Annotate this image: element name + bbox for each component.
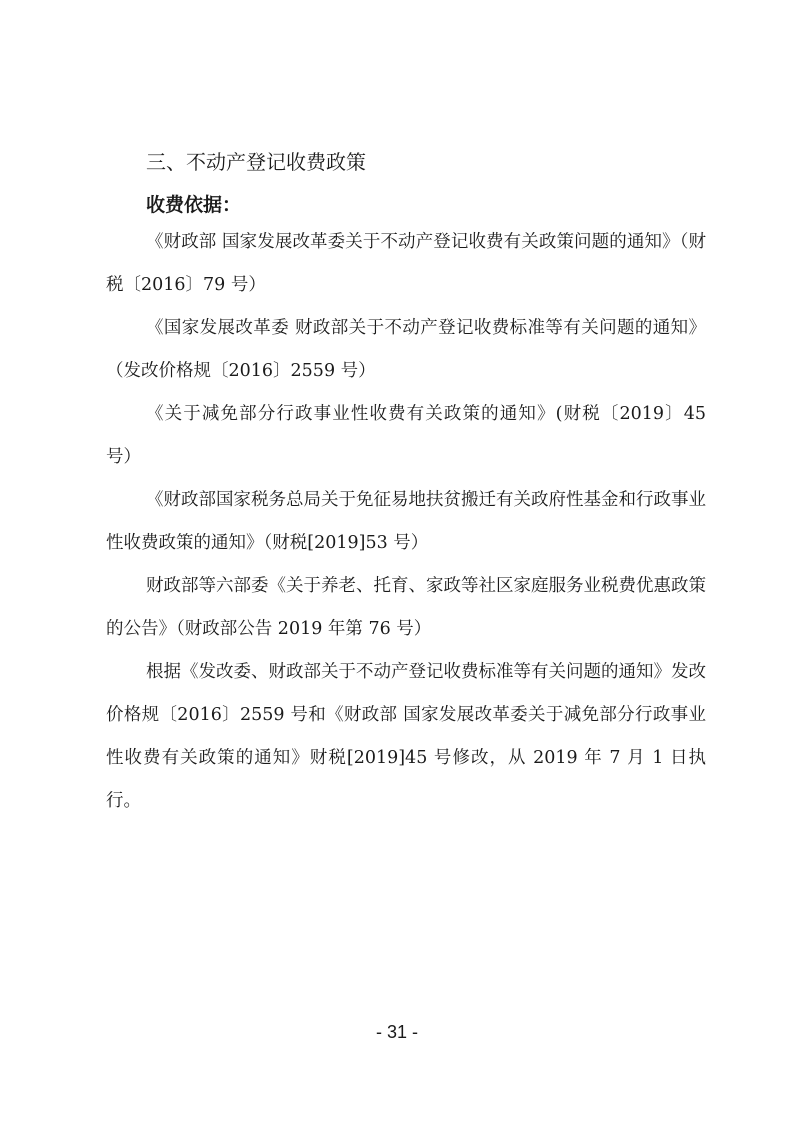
paragraph-policy-4: 《财政部国家税务总局关于免征易地扶贫搬迁有关政府性基金和行政事业性收费政策的通知》（财税[2019]53 号） [106, 490, 706, 553]
paragraph-policy-1: 《财政部 国家发展改革委关于不动产登记收费有关政策问题的通知》（财税〔2016〕79 号） [106, 232, 706, 295]
page-number: - 31 - [375, 1022, 418, 1042]
paragraph-policy-5: 财政部等六部委《关于养老、托育、家政等社区家庭服务业税费优惠政策的公告》（财政部公告 2019 年第 76 号） [106, 576, 706, 639]
paragraph-policy-2: 《国家发展改革委 财政部关于不动产登记收费标准等有关问题的通知》（发改价格规〔2016〕2559 号） [106, 318, 706, 381]
section-title: 三、不动产登记收费政策 [146, 150, 366, 174]
paragraph-policy-3: 《关于减免部分行政事业性收费有关政策的通知》(财税〔2019〕45 号） [106, 404, 706, 467]
basis-label: 收费依据： [146, 194, 242, 216]
paragraph-amendment-note: 根据《发改委、财政部关于不动产登记收费标准等有关问题的通知》发改价格规〔2016〕2559 号和《财政部 国家发展改革委关于减免部分行政事业性收费有关政策的通知》财税[2019]45 号修改，从 2019 年 7 月 1 日执行。 [106, 662, 706, 811]
